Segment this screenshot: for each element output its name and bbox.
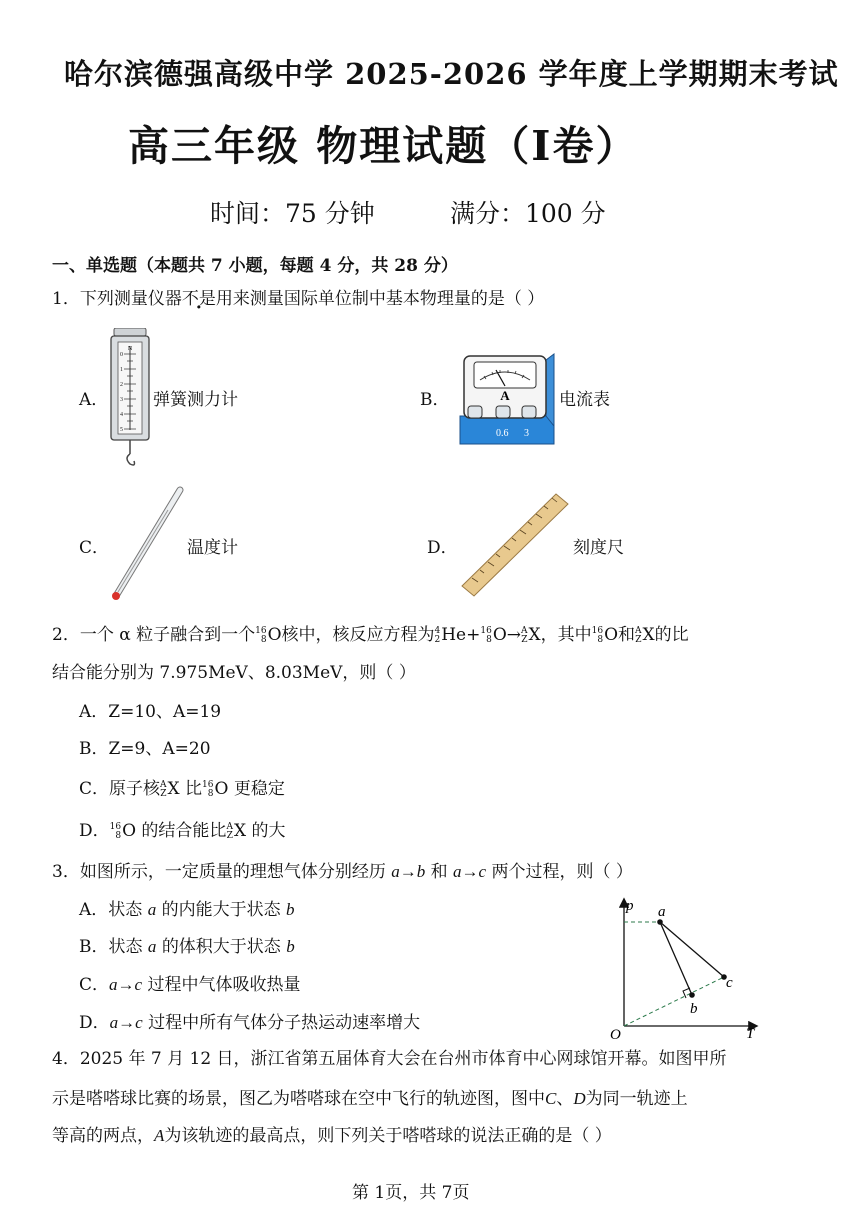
isotope-o16: 16 8 (591, 625, 604, 645)
scale-mark: 5 (120, 427, 123, 433)
scale-mark: 0 (120, 352, 123, 358)
isotope-o16: 16 8 (255, 625, 267, 645)
q3-stem: 3．如图所示，一定质量的理想气体分别经历 a→b 和 a→c 两个过程，则（ ） (52, 862, 633, 882)
process-ab: a→b (391, 862, 426, 881)
q2-option-b: B．Z=9、A=20 (79, 739, 211, 759)
school-title: 哈尔滨德强高级中学 2025-2026 学年度上学期期末考试 (64, 57, 839, 91)
he-symbol: He (441, 625, 467, 645)
point-c: C (545, 1089, 557, 1108)
isotope-he4: 4 2 (434, 625, 441, 645)
o-symbol: O (267, 625, 282, 645)
o-symbol: O (604, 625, 619, 645)
q3-option-b: B．状态 a 的体积大于状态 b (79, 937, 295, 957)
q1-option-a-label: 弹簧测力计 (153, 390, 238, 410)
exam-title: 高三年级 物理试题（Ⅰ卷） (128, 122, 639, 170)
x-symbol: X (642, 625, 655, 645)
q2-stem-part: ，其中 (540, 625, 592, 645)
q2-option-c: C．原子核 A Z X 比 16 8 O 更稳定 (79, 779, 285, 799)
q1-option-d-label: 刻度尺 (573, 538, 624, 558)
plus-sign: + (466, 625, 481, 645)
q1-option-b-label: 电流表 (559, 390, 610, 410)
origin-label: O (610, 1027, 621, 1040)
isotope-x: A Z (521, 625, 528, 645)
q1-option-d-letter: D． (427, 538, 458, 558)
isotope-x: A Z (635, 625, 642, 645)
line-ac (660, 922, 724, 977)
q1-option-b-letter: B． (420, 390, 450, 410)
q2-stem-part: 2．一个 α 粒子融合到一个 (52, 625, 256, 645)
q2-stem-line2: 结合能分别为 7.975MeV、8.03MeV，则（ ） (52, 663, 416, 683)
q2-stem-part: 和 (618, 625, 636, 645)
thermometer-image (108, 484, 188, 604)
q2-stem-part: 的比 (654, 625, 689, 645)
scale-mark: 3 (120, 397, 123, 403)
exam-time: 时间：75 分钟 (210, 199, 375, 228)
q4-stem-line3: 等高的两点，A为该轨迹的最高点，则下列关于嗒嗒球的说法正确的是（ ） (52, 1126, 612, 1146)
x-symbol: X (528, 625, 541, 645)
spring-scale-image (108, 328, 152, 472)
q1-option-c-label: 温度计 (187, 538, 238, 558)
q4-stem-line2: 示是嗒嗒球比赛的场景，图乙为嗒嗒球在空中飞行的轨迹图，图中C、D为同一轨迹上 (52, 1089, 688, 1109)
point-a-label: a (658, 904, 666, 920)
o-symbol: O (492, 625, 507, 645)
scale-mark: 1 (120, 367, 123, 373)
t-axis-label: T (746, 1026, 755, 1040)
q2-option-a: A．Z=10、A=19 (79, 702, 222, 722)
spring-scale-unit: N (127, 346, 133, 352)
q1-stem (52, 288, 544, 310)
pt-graph (606, 894, 766, 1040)
point-d: D (573, 1089, 586, 1108)
q4-stem-line1: 4．2025 年 7 月 12 日，浙江省第五届体育大会在台州市体育中心网球馆开幕。如图甲所 (52, 1049, 727, 1069)
q1-stem-post: 用来测量国际单位制中基本物理量的是（ ） (215, 289, 545, 309)
q3-option-d: D．a→c 过程中所有气体分子热运动速率增大 (79, 1013, 421, 1033)
isotope-o16: 16 8 (109, 821, 122, 841)
q1-stem-pre: 1．下列测量仪器 (52, 289, 182, 309)
ammeter-letter: A (500, 388, 510, 403)
point-a: A (154, 1126, 165, 1145)
q3-option-c: C．a→c 过程中气体吸收热量 (79, 975, 301, 995)
ruler-image (458, 490, 572, 600)
isotope-x: A Z (160, 779, 167, 799)
q1-stem-emph: 不是 (181, 289, 216, 309)
line-ab (660, 922, 692, 995)
p-axis-label: p (626, 898, 634, 914)
scale-mark: 4 (120, 412, 123, 418)
q2-option-d: D． 16 8 O 的结合能比 A Z X 的大 (79, 821, 286, 841)
terminal-label: 3 (524, 428, 529, 439)
q2-stem-line1 (52, 624, 689, 646)
isotope-o16: 16 8 (202, 779, 214, 799)
page-number: 第 1页，共 7页 (352, 1183, 470, 1203)
q3-option-a: A．状态 a 的内能大于状态 b (79, 900, 295, 920)
arrow: → (506, 625, 522, 645)
point-c-label: c (726, 975, 733, 991)
section-title: 一、单选题（本题共 7 小题，每题 4 分，共 28 分） (52, 256, 458, 276)
exam-score: 满分：100 分 (450, 199, 606, 228)
q1-option-c-letter: C． (79, 538, 110, 558)
q1-option-a-letter: A． (79, 390, 109, 410)
ammeter-image (456, 350, 556, 448)
isotope-o16: 16 8 (480, 625, 492, 645)
point-b-label: b (690, 1001, 698, 1017)
scale-mark: 2 (120, 382, 123, 388)
q2-stem-part: 核中，核反应方程为 (281, 625, 435, 645)
terminal-label: 0.6 (496, 428, 509, 439)
process-ac: a→c (453, 862, 487, 881)
isotope-x: A Z (226, 821, 233, 841)
